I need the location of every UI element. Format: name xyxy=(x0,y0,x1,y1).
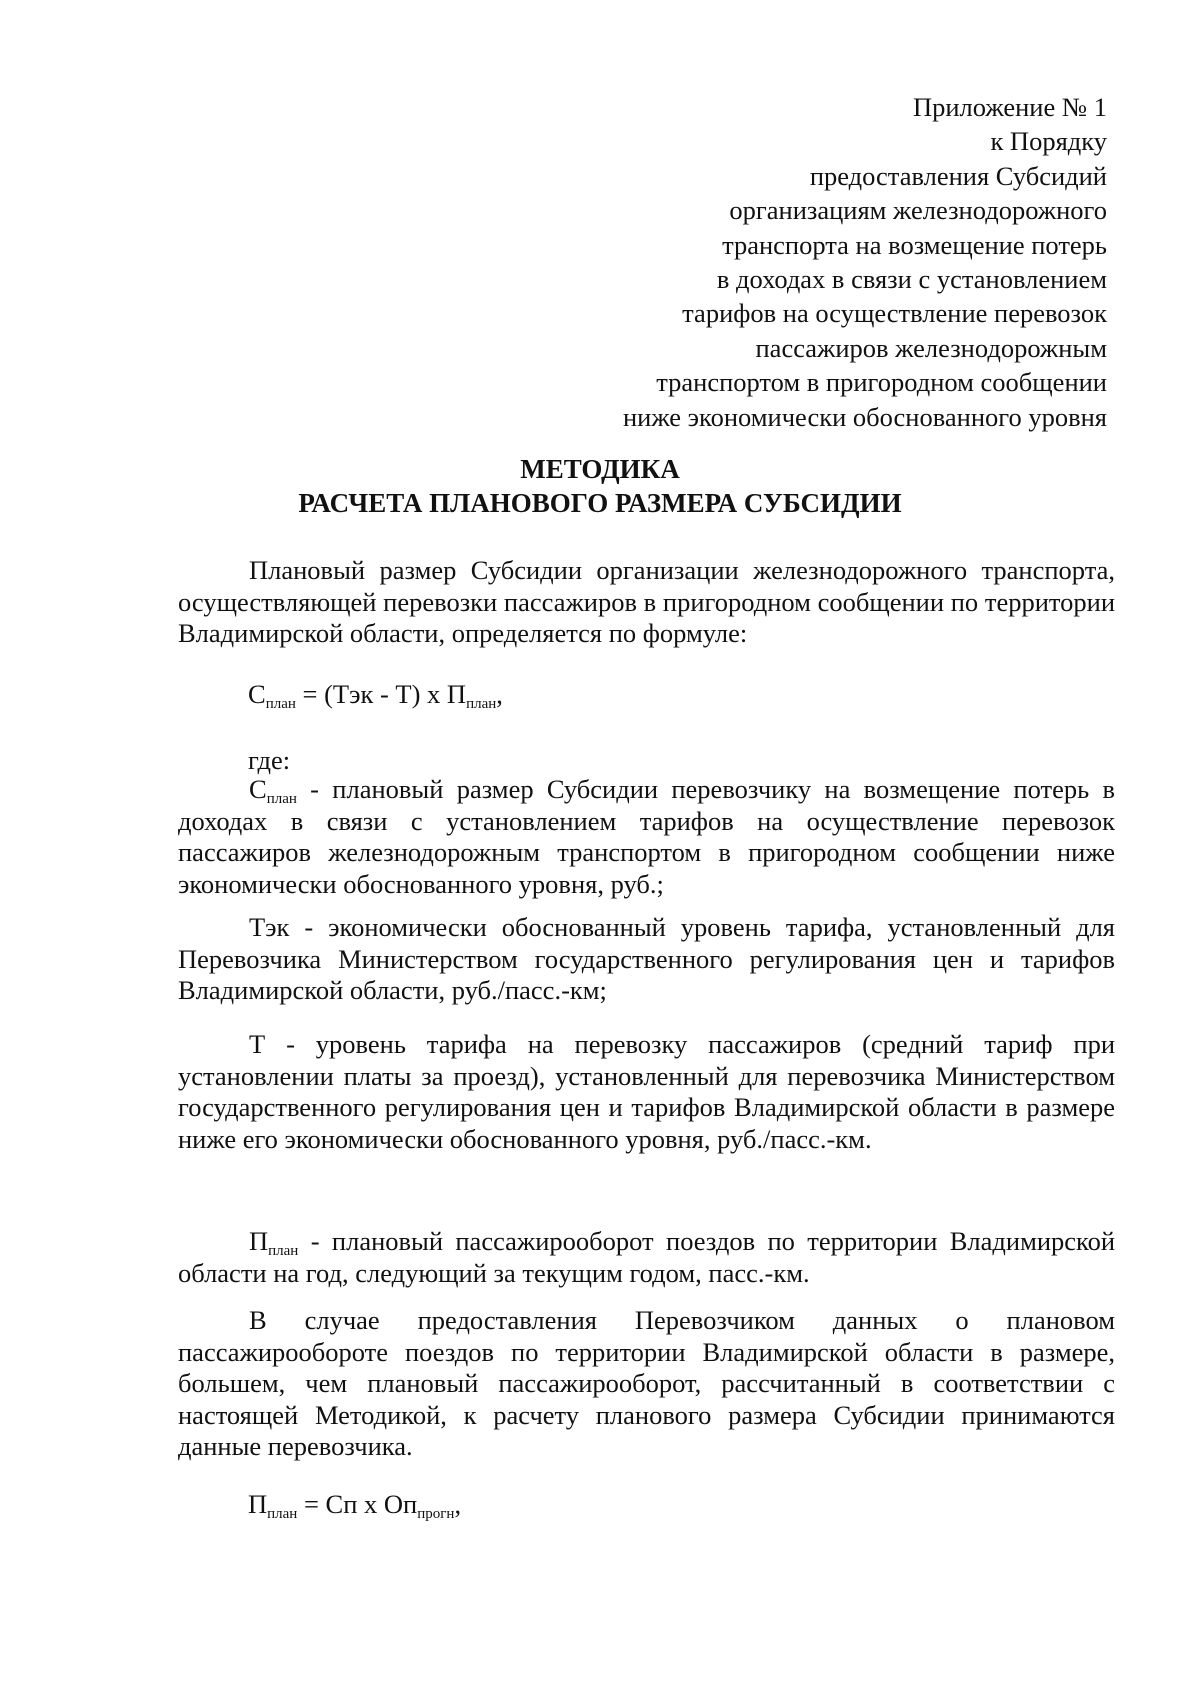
def-p-symbol: П xyxy=(249,1226,269,1256)
formula-p-subscript: план xyxy=(466,696,497,712)
def-c-symbol: С xyxy=(249,774,267,804)
formula-passenger-turnover xyxy=(248,1488,461,1520)
formula-tail: , xyxy=(496,679,503,709)
appendix-line: организациям железнодорожного xyxy=(729,195,1107,226)
formula-subsidy xyxy=(248,678,503,710)
def-p-subscript: план xyxy=(268,1243,299,1259)
formula2-p: П xyxy=(248,1489,268,1519)
def-c-subscript: план xyxy=(266,791,297,807)
appendix-line: к Порядку xyxy=(990,126,1107,157)
appendix-line: Приложение № 1 xyxy=(912,92,1107,122)
definition-c-plan xyxy=(178,774,1115,900)
formula-c-subscript: план xyxy=(265,696,296,712)
formula-expression: = (Тэк - Т) х П xyxy=(295,679,467,709)
formula2-expression: = Сп х Оп xyxy=(297,1489,418,1519)
case-paragraph: В случае предоставления Перевозчиком данных о плановом пассажирообороте поездов по территории Владимирской области в размере, большем, чем плановый пассажирооборот, рассчитанный в соответствии с настоящей Методикой, к расчету планового размера Субсидии принимаются данные перевозчика. xyxy=(178,1305,1115,1461)
appendix-line: в доходах в связи с установлением xyxy=(716,264,1107,295)
def-p-text: - плановый пассажирооборот поездов по территории Владимирской области на год, следующий за текущим годом, пасс.-км. xyxy=(178,1226,1115,1288)
def-c-text: - плановый размер Субсидии перевозчику на возмещение потерь в доходах в связи с установлением тарифов на осуществление перевозок пассажиров железнодорожным транспортом в пригородном сообщении ниже экономически обоснованного уровня, руб.; xyxy=(178,774,1115,899)
where-label: где: xyxy=(248,745,291,775)
definition-p-plan xyxy=(178,1226,1115,1289)
intro-paragraph: Плановый размер Субсидии организации железнодорожного транспорта, осуществляющей перевозки пассажиров в пригородном сообщении по территории Владимирской области, определяется по формуле: xyxy=(178,555,1115,648)
formula-c: С xyxy=(248,679,266,709)
title-line-2: РАСЧЕТА ПЛАНОВОГО РАЗМЕРА СУБСИДИИ xyxy=(298,488,902,518)
definition-tek: Тэк - экономически обоснованный уровень тарифа, установленный для Перевозчика Министерством государственного регулирования цен и тарифов Владимирской области, руб./пасс.-км; xyxy=(178,912,1115,1005)
document-title xyxy=(0,452,1200,520)
appendix-line: ниже экономически обоснованного уровня xyxy=(622,401,1107,432)
definition-t: Т - уровень тарифа на перевозку пассажиров (средний тариф при установлении платы за проезд), установленный для перевозчика Министерством государственного регулирования цен и тарифов Владимирской области в размере ниже его экономически обоснованного уровня, руб./пасс.-км. xyxy=(178,1029,1115,1154)
formula2-tail: , xyxy=(454,1489,462,1519)
title-line-1: МЕТОДИКА xyxy=(520,454,680,484)
appendix-line: тарифов на осуществление перевозок xyxy=(682,298,1107,329)
appendix-line: пассажиров железнодорожным xyxy=(755,332,1107,363)
formula2-p-subscript: план xyxy=(267,1506,298,1522)
appendix-line: транспорта на возмещение потерь xyxy=(722,229,1107,260)
appendix-header xyxy=(547,90,1107,434)
appendix-line: транспортом в пригородном сообщении xyxy=(656,367,1107,398)
formula2-op-subscript: прогн xyxy=(417,1506,455,1522)
appendix-line: предоставления Субсидий xyxy=(809,160,1107,191)
